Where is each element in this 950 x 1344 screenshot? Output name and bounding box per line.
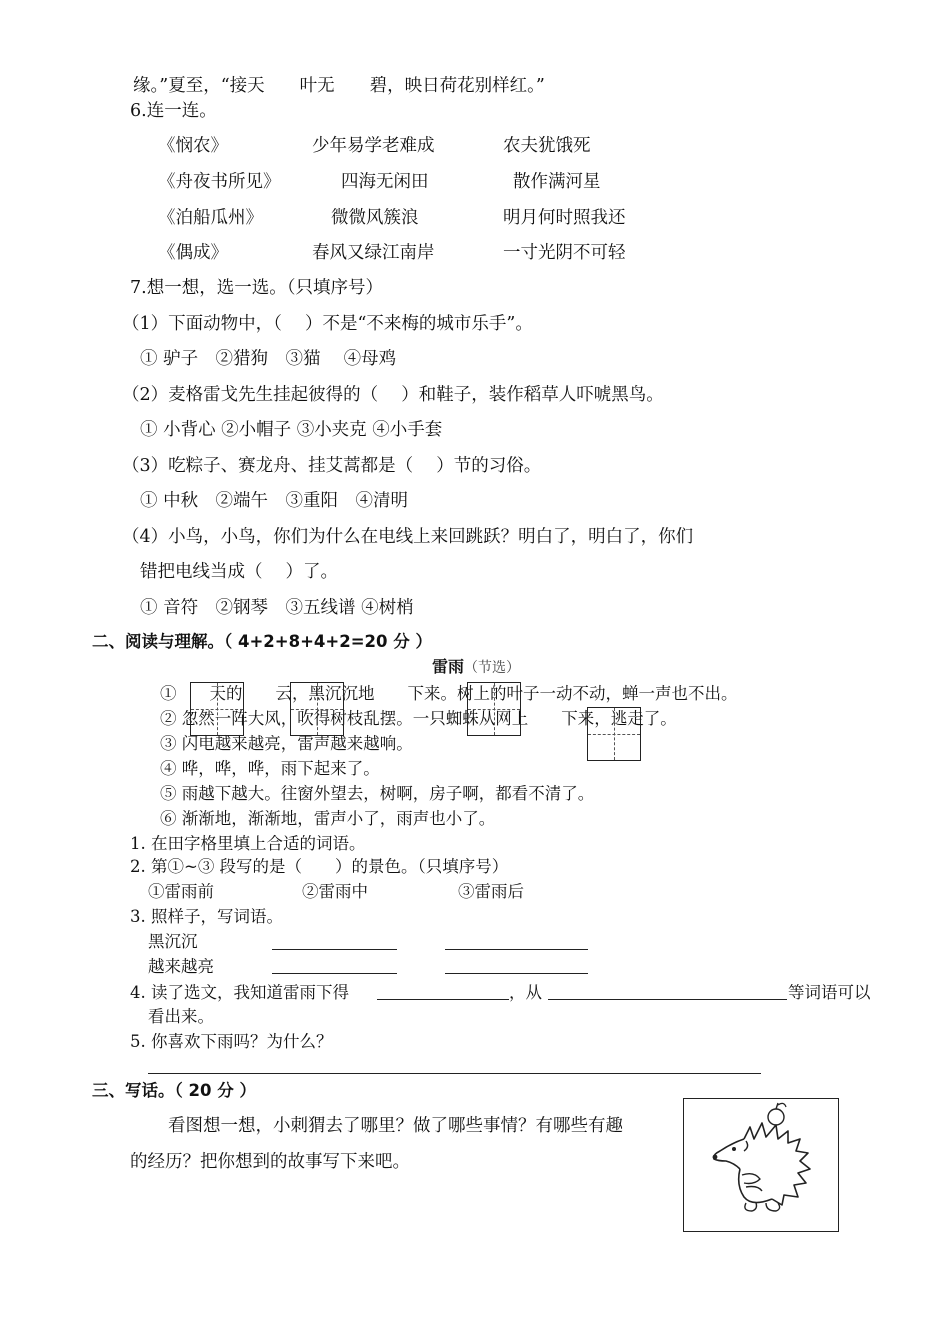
passage-title <box>432 656 520 679</box>
writing-prompt-cont: 的经历？把你想到的故事写下来吧。 <box>130 1152 410 1172</box>
hedgehog-icon <box>684 1099 838 1231</box>
passage-para: ② 忽然一阵大风，吹得树枝乱摆。一只蜘蛛从网上 下来，逃走了。 <box>160 709 677 728</box>
q2-5: 5. 你喜欢下雨吗？为什么？ <box>130 1032 333 1051</box>
section-heading-reading: 二、阅读与理解。（ 4+2+8+4+2=20 分 ） <box>92 632 432 651</box>
hedgehog-picture <box>683 1098 839 1232</box>
q2-4-b: ，从 <box>509 983 542 1002</box>
answer-line[interactable] <box>548 999 787 1000</box>
q2-4-c: 等词语可以 <box>788 983 871 1002</box>
passage-title-text: 雷雨 <box>432 657 465 676</box>
answer-line[interactable] <box>148 1073 761 1074</box>
q2-4-a: 4. 读了选文，我知道雷雨下得 <box>130 983 349 1002</box>
q6-left-item[interactable]: 《泊船瓜州》 <box>158 208 263 228</box>
q6-title: 6.连一连。 <box>130 101 217 121</box>
q7-sub4-options: ① 音符 ②钢琴 ③五线谱 ④树梢 <box>140 598 414 618</box>
answer-line[interactable] <box>445 973 588 974</box>
q2-3: 3. 照样子，写词语。 <box>130 907 283 926</box>
passage-para: ④ 哗，哗，哗，雨下起来了。 <box>160 759 380 778</box>
q2-1: 1. 在田字格里填上合适的词语。 <box>130 834 366 853</box>
q6-right-item[interactable]: 农夫犹饿死 <box>503 136 591 156</box>
q7-sub3-options: ① 中秋 ②端午 ③重阳 ④清明 <box>140 491 409 511</box>
writing-prompt: 看图想一想，小刺猬去了哪里？做了哪些事情？有哪些有趣 <box>168 1116 623 1136</box>
q6-right-item[interactable]: 一寸光阴不可轻 <box>503 243 626 263</box>
poem-line: 缘。”夏至，“接天 叶无 碧，映日荷花别样红。” <box>133 76 545 96</box>
q6-mid-item[interactable]: 四海无闲田 <box>341 172 429 192</box>
q7-sub4: （4）小鸟，小鸟，你们为什么在电线上来回跳跃？明白了，明白了，你们 <box>122 527 694 547</box>
q7-sub3: （3）吃粽子、赛龙舟、挂艾蒿都是（ ）节的习俗。 <box>122 456 542 476</box>
answer-line[interactable] <box>445 949 588 950</box>
tianzige-box-2[interactable] <box>290 682 344 736</box>
answer-line[interactable] <box>272 949 397 950</box>
q6-mid-item[interactable]: 微微风簇浪 <box>331 208 419 228</box>
q2-2-option: ③雷雨后 <box>458 882 524 901</box>
q6-right-item[interactable]: 明月何时照我还 <box>503 208 626 228</box>
tianzige-box-4[interactable] <box>587 707 641 761</box>
answer-line[interactable] <box>272 973 397 974</box>
q6-left-item[interactable]: 《舟夜书所见》 <box>158 172 281 192</box>
passage-subtitle: （节选） <box>464 660 521 676</box>
q7-title: 7.想一想，选一选。（只填序号） <box>130 278 383 298</box>
q7-sub2: （2）麦格雷戈先生挂起彼得的（ ）和鞋子，装作稻草人吓唬黑鸟。 <box>122 385 664 405</box>
q2-3-example: 越来越亮 <box>148 957 214 976</box>
q6-mid-item[interactable]: 春风又绿江南岸 <box>312 243 435 263</box>
q2-4-d: 看出来。 <box>148 1007 214 1026</box>
passage-para: ① 天的 云，黑沉沉地 下来。树上的叶子一动不动，蝉一声也不出。 <box>160 684 738 703</box>
passage-para: ⑤ 雨越下越大。往窗外望去，树啊，房子啊，都看不清了。 <box>160 784 595 803</box>
tianzige-box-1[interactable] <box>190 682 244 736</box>
q7-sub2-options: ① 小背心 ②小帽子 ③小夹克 ④小手套 <box>140 420 443 440</box>
q6-left-item[interactable]: 《悯农》 <box>158 136 228 156</box>
tianzige-box-3[interactable] <box>467 682 521 736</box>
q6-mid-item[interactable]: 少年易学老难成 <box>312 136 435 156</box>
q7-sub1: （1）下面动物中，（ ）不是“不来梅的城市乐手”。 <box>122 314 533 334</box>
q2-3-example: 黑沉沉 <box>148 932 198 951</box>
passage-para: ⑥ 渐渐地，渐渐地，雷声小了，雨声也小了。 <box>160 809 496 828</box>
q7-sub1-options: ① 驴子 ②猎狗 ③猫 ④母鸡 <box>140 349 397 369</box>
section-heading-writing: 三、写话。（ 20 分 ） <box>92 1081 256 1100</box>
q6-left-item[interactable]: 《偶成》 <box>158 243 228 263</box>
q2-2-option: ①雷雨前 <box>148 882 214 901</box>
answer-line[interactable] <box>377 999 509 1000</box>
q2-2: 2. 第①~③ 段写的是（ ）的景色。（只填序号） <box>130 857 509 876</box>
q7-sub4-cont: 错把电线当成（ ）了。 <box>140 562 339 582</box>
passage-para: ③ 闪电越来越亮，雷声越来越响。 <box>160 734 413 753</box>
q2-2-option: ②雷雨中 <box>302 882 368 901</box>
q6-right-item[interactable]: 散作满河星 <box>513 172 601 192</box>
